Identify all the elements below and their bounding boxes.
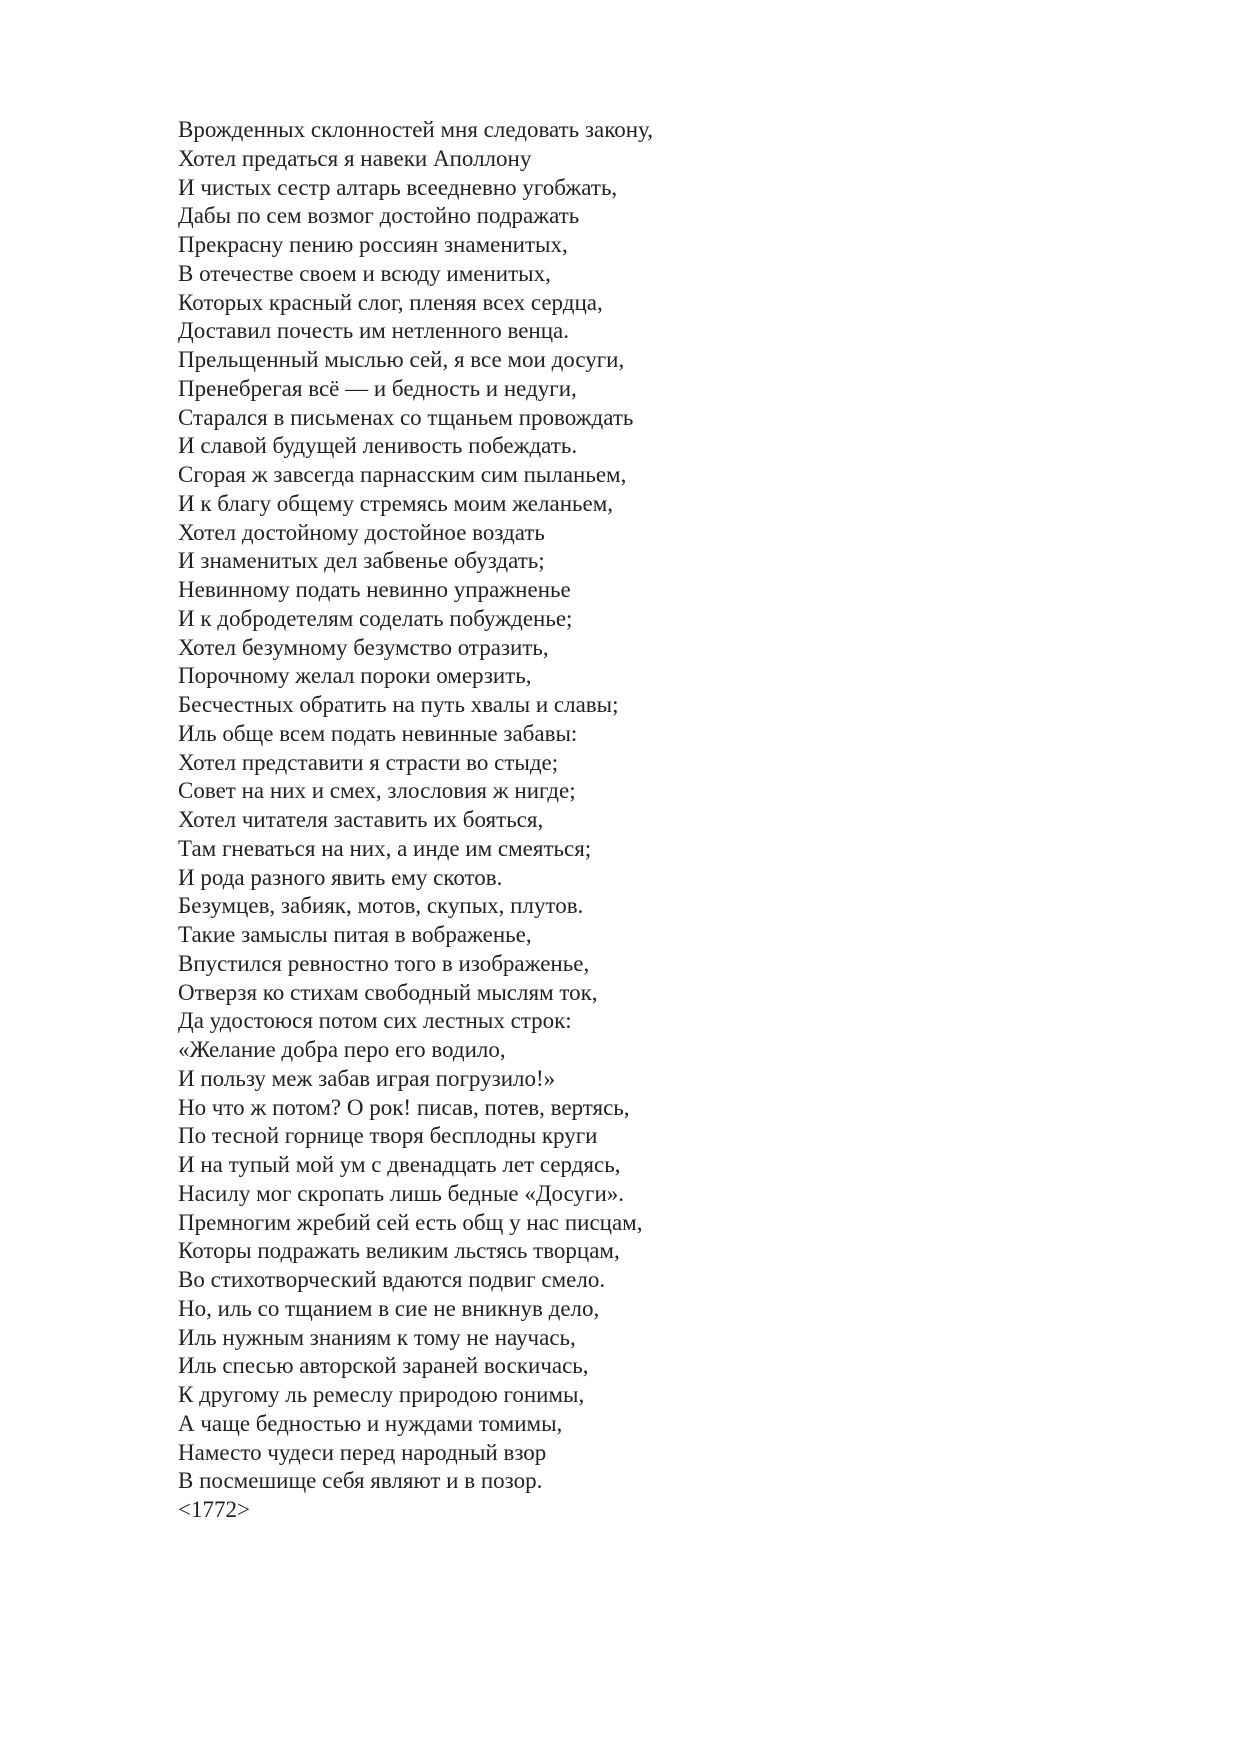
poem-line: Хотел предаться я навеки Аполлону [178, 145, 532, 171]
poem-line: Бесчестных обратить на путь хвалы и славы; [178, 692, 619, 717]
poem-line: Иль спесью авторской зараней воскичась, [178, 1353, 589, 1379]
poem-line: Такие замыслы питая в вображенье, [178, 922, 532, 947]
poem-line: И к добродетелям соделать побужденье; [178, 605, 573, 631]
poem-line: Дабы по сем возмог достойно подражать [178, 203, 580, 229]
poem-line: Премногим жребий сей есть общ у нас писцам, [178, 1209, 643, 1235]
poem-line: К другому ль ремеслу природою гонимы, [178, 1382, 585, 1407]
poem-line: «Желание добра перо его водило, [178, 1037, 506, 1062]
poem-line: А чаще бедностью и нуждами томимы, [178, 1410, 563, 1436]
poem-line: И знаменитых дел забвенье обуздать; [178, 548, 545, 574]
poem-line: Хотел достойному достойное воздать [178, 519, 545, 545]
poem-line: Доставил почесть им нетленного венца. [178, 318, 569, 344]
poem-line: И чистых сестр алтарь всеедневно угобжать, [178, 174, 618, 200]
poem-line: И рода разного явить ему скотов. [178, 864, 503, 890]
poem-line: Но что ж потом? О рок! писав, потев, вертясь, [178, 1094, 630, 1120]
poem-line: Старался в письменах со тщаньем провождать [178, 404, 634, 430]
poem-line: Прекрасну пению россиян знаменитых, [178, 232, 568, 257]
poem-line: По тесной горнице творя бесплодны круги [178, 1123, 598, 1149]
poem-line: Которых красный слог, пленяя всех сердца, [178, 289, 603, 315]
poem-line: Там гневаться на них, а инде им смеяться; [178, 835, 592, 861]
poem-line: Безумцев, забияк, мотов, скупых, плутов. [178, 893, 584, 919]
poem-line: И пользу меж забав играя погрузило!» [178, 1065, 556, 1091]
poem-line: Пренебрегая всё — и бедность и недуги, [178, 375, 577, 401]
poem-line: Да удостоюся потом сих лестных строк: [178, 1008, 572, 1034]
poem-line: И славой будущей ленивость побеждать. [178, 433, 578, 459]
poem-line: И на тупый мой ум с двенадцать лет сердясь, [178, 1152, 621, 1177]
poem-line: Иль нужным знаниям к тому не научась, [178, 1324, 576, 1350]
poem-line: Совет на них и смех, злословия ж нигде; [178, 778, 576, 804]
poem-line: Впустился ревностно того в изображенье, [178, 950, 590, 976]
poem-line: В посмешище себя являют и в позор. [178, 1468, 543, 1494]
poem-line: Порочному желал пороки омерзить, [178, 663, 532, 689]
poem-line: Хотел безумному безумство отразить, [178, 634, 549, 660]
poem-line: Но, иль со тщанием в сие не вникнув дело, [178, 1295, 600, 1321]
poem-line: Хотел читателя заставить их бояться, [178, 807, 544, 832]
poem-line: Хотел представити я страсти во стыде; [178, 749, 559, 775]
poem-date: <1772> [178, 1497, 250, 1522]
poem-line: Насилу мог скропать лишь бедные «Досуги». [178, 1180, 625, 1206]
poem-line: Иль обще всем подать невинные забавы: [178, 720, 578, 746]
poem-line: И к благу общему стремясь моим желаньем, [178, 490, 614, 516]
poem-line: Которы подражать великим льстясь творцам, [178, 1238, 620, 1264]
poem-line: Невинному подать невинно упражненье [178, 577, 571, 602]
poem-line: Отверзя ко стихам свободный мыслям ток, [178, 979, 598, 1005]
poem-line: Сгорая ж завсегда парнасским сим пыланьем, [178, 462, 627, 487]
poem-text [178, 116, 653, 1525]
poem-line: В отечестве своем и всюду именитых, [178, 260, 551, 286]
poem-line: Врожденных склонностей мня следовать закону, [178, 117, 653, 142]
poem-line: Во стихотворческий вдаются подвиг смело. [178, 1267, 606, 1292]
poem-line: Наместо чудеси перед народный взор [178, 1439, 547, 1465]
poem-line: Прельщенный мыслью сей, я все мои досуги, [178, 347, 625, 372]
